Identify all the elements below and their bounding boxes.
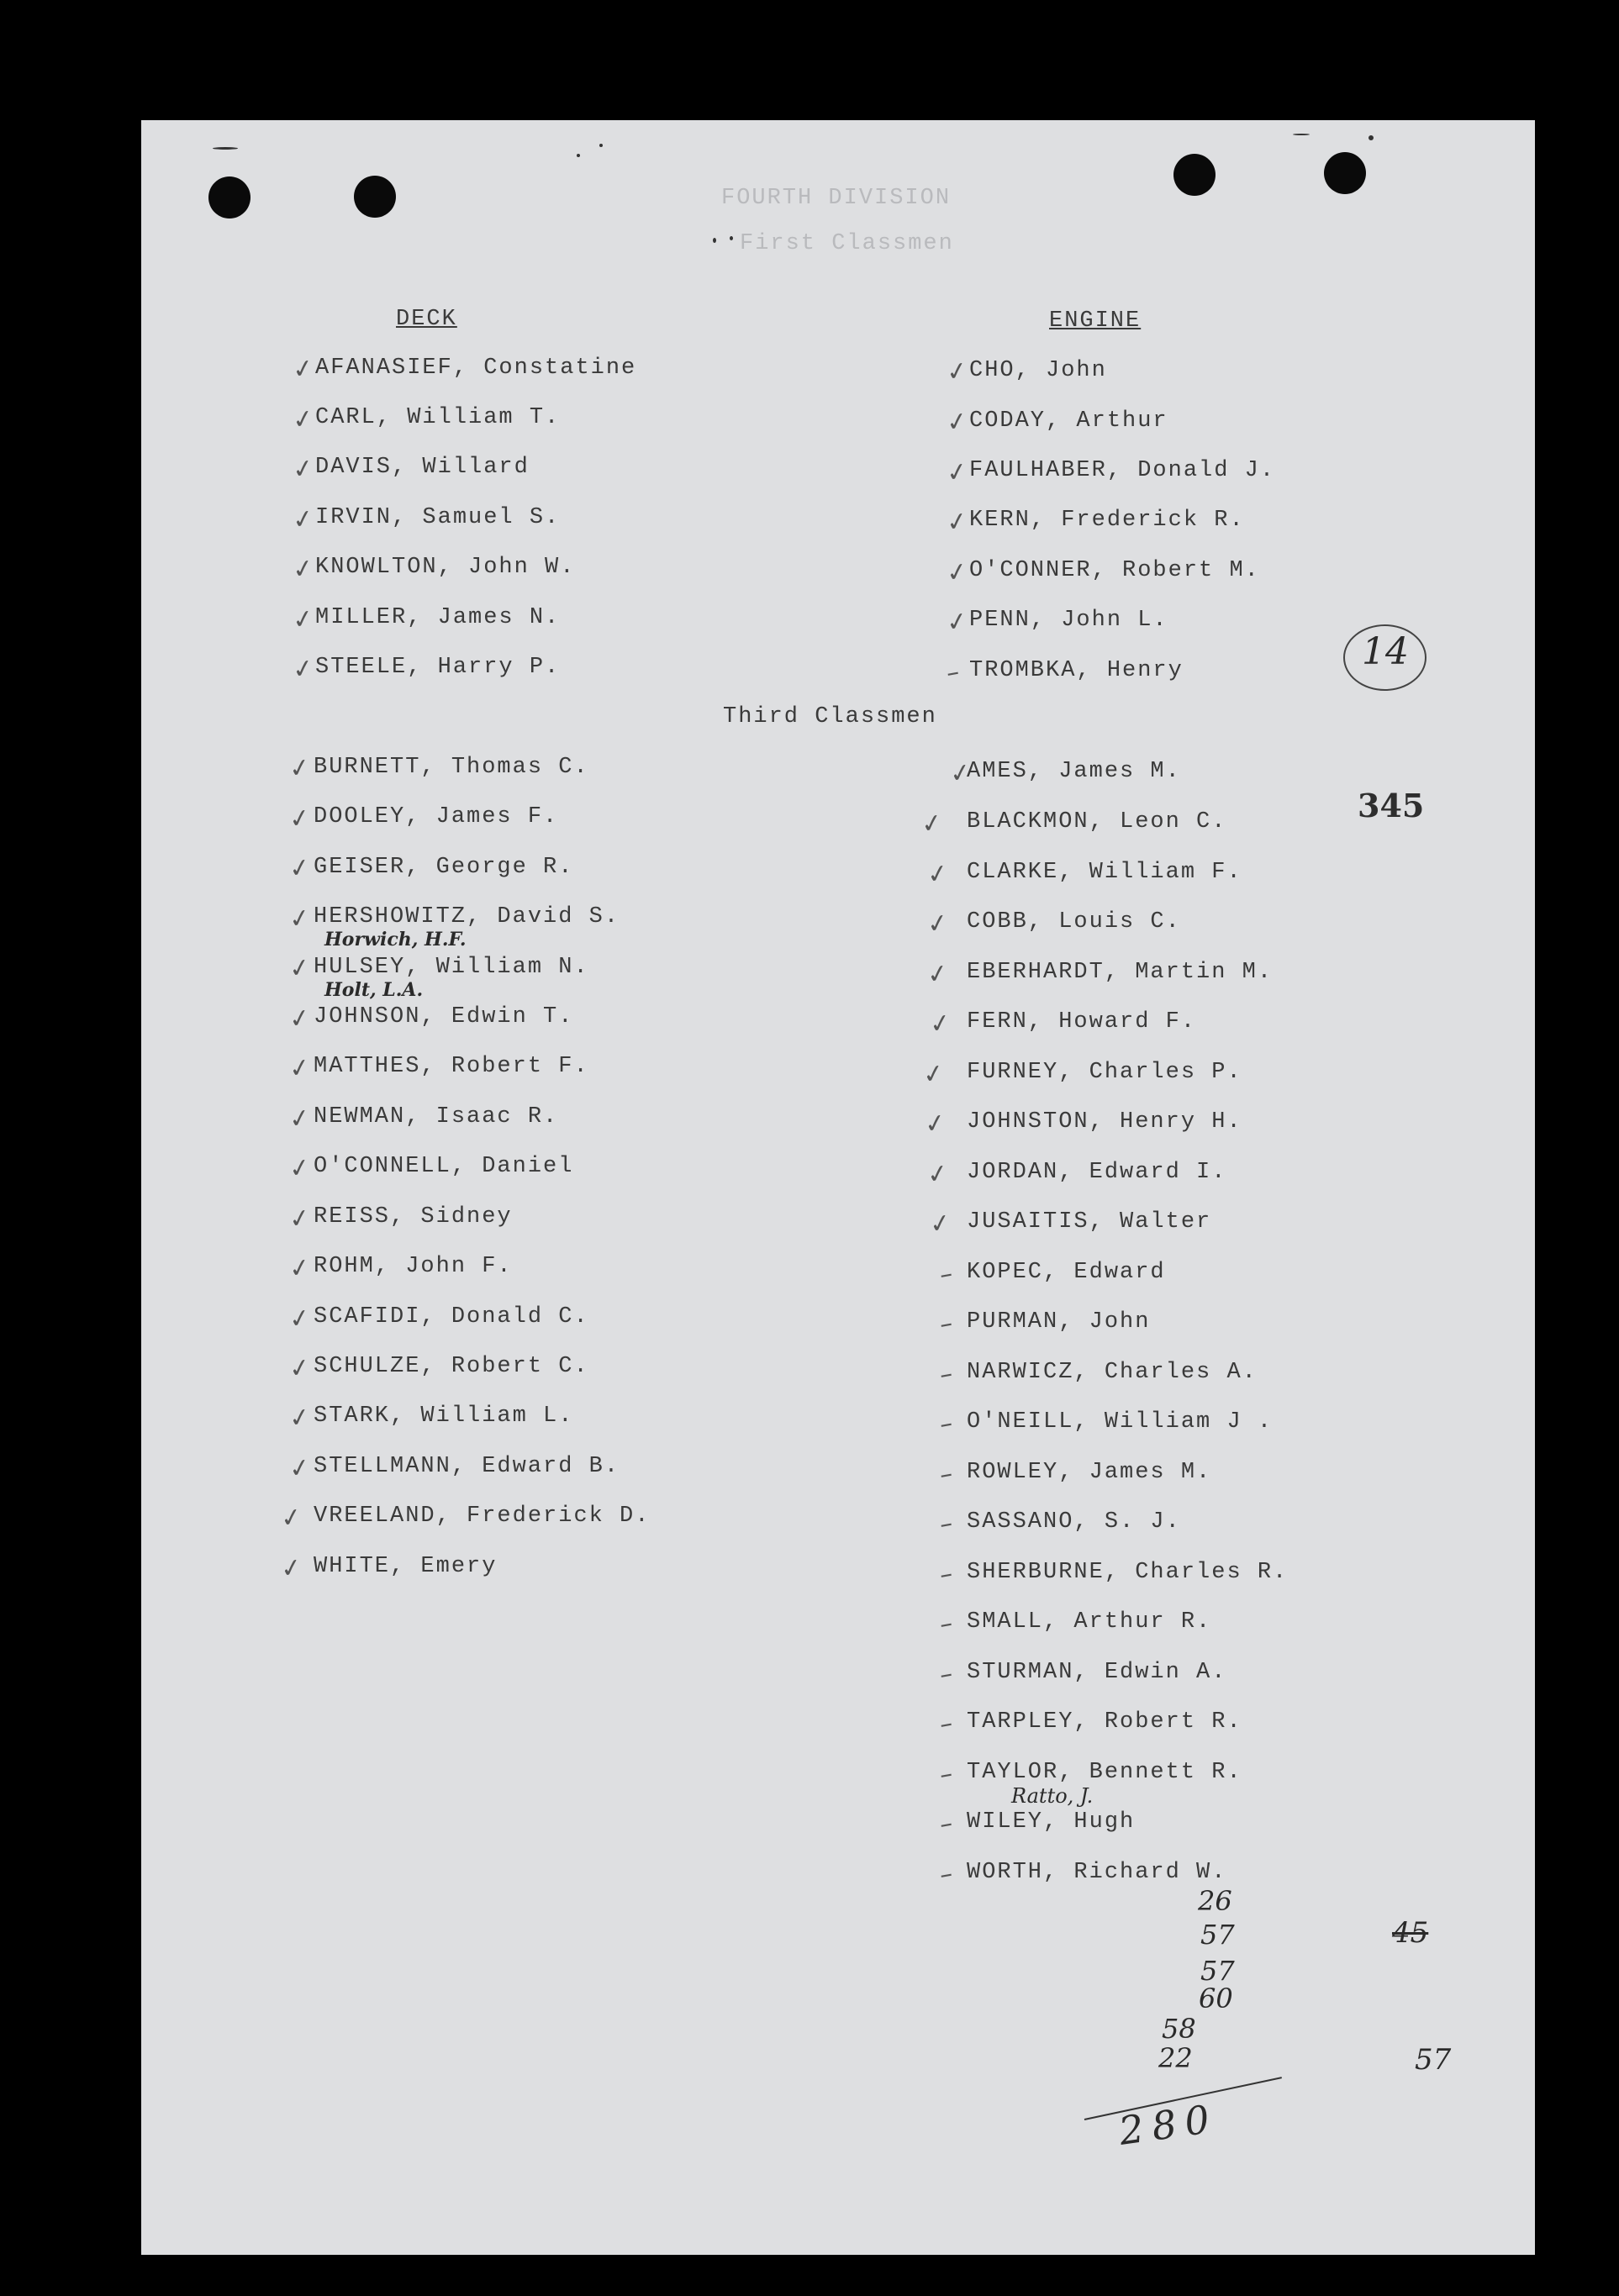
roster-name: PENN, John L. [969, 608, 1168, 633]
check-mark: ✓ [919, 808, 945, 840]
roster-name: PURMAN, John [967, 1309, 1151, 1335]
check-mark: ✓ [290, 603, 316, 636]
check-mark: ✓ [922, 1108, 948, 1140]
check-mark: ✓ [287, 1203, 313, 1235]
roster-name: CARL, William T. [315, 405, 561, 430]
check-mark: – [944, 656, 962, 689]
check-mark: ✓ [287, 1103, 313, 1135]
roster-name: CLARKE, William F. [967, 860, 1242, 885]
roster-name: KERN, Frederick R. [969, 508, 1245, 533]
roster-name: SCHULZE, Robert C. [314, 1354, 589, 1379]
punch-hole [354, 176, 396, 218]
check-mark: ✓ [944, 406, 970, 439]
roster-name: MATTHES, Robert F. [314, 1054, 589, 1079]
roster-name: CHO, John [969, 358, 1107, 383]
check-mark: ✓ [927, 1208, 953, 1240]
roster-name: O'NEILL, William J . [967, 1409, 1274, 1435]
roster-name: FURNEY, Charles P. [967, 1060, 1242, 1085]
roster-name: KNOWLTON, John W. [315, 555, 576, 580]
handwritten-insert: Ratto, J. [1011, 1784, 1094, 1808]
check-mark: ✓ [944, 355, 970, 388]
roster-name: WILEY, Hugh [967, 1809, 1136, 1835]
check-mark: ✓ [927, 1008, 953, 1040]
roster-name: NARWICZ, Charles A. [967, 1360, 1258, 1385]
check-mark: – [937, 1308, 955, 1340]
check-mark: ✓ [287, 752, 313, 785]
tally-number: 57 [1200, 1919, 1235, 1951]
margin-number: 57 [1415, 2043, 1452, 2077]
division-title: FOURTH DIVISION [721, 186, 952, 211]
check-mark: ✓ [920, 1058, 947, 1091]
roster-name: COBB, Louis C. [967, 909, 1181, 935]
check-mark: ✓ [287, 903, 313, 935]
roster-name: FERN, Howard F. [967, 1009, 1197, 1035]
roster-name: SMALL, Arthur R. [967, 1609, 1212, 1635]
check-mark: ✓ [287, 1452, 313, 1485]
roster-name: HULSEY, William N. [314, 955, 589, 980]
tally-number: 60 [1199, 1983, 1233, 2014]
roster-name: TARPLEY, Robert R. [967, 1709, 1242, 1735]
roster-name: STARK, William L. [314, 1403, 574, 1429]
roster-name: SASSANO, S. J. [967, 1509, 1181, 1535]
roster-name: STEELE, Harry P. [315, 655, 561, 680]
roster-name: SHERBURNE, Charles R. [967, 1560, 1289, 1585]
check-mark: ✓ [925, 958, 951, 991]
check-mark: – [937, 1658, 955, 1691]
ink-speck [577, 154, 580, 157]
roster-name: ROHM, John F. [314, 1254, 513, 1279]
check-mark: – [937, 1808, 955, 1840]
roster-name: O'CONNER, Robert M. [969, 558, 1260, 583]
roster-name: JOHNSON, Edwin T. [314, 1004, 574, 1030]
check-mark: ✓ [290, 353, 316, 386]
tally-number: 22 [1158, 2042, 1193, 2074]
check-mark: ✓ [290, 553, 316, 586]
roster-name: STURMAN, Edwin A. [967, 1660, 1227, 1685]
check-mark: – [937, 1358, 955, 1391]
check-mark: – [937, 1408, 955, 1440]
check-mark: ✓ [290, 453, 316, 486]
roster-name: EBERHARDT, Martin M. [967, 960, 1274, 985]
check-mark: ✓ [925, 1158, 951, 1191]
ink-speck [599, 144, 603, 147]
check-mark: – [937, 1508, 955, 1540]
ink-speck [1369, 135, 1374, 140]
check-mark: ✓ [925, 858, 951, 891]
roster-name: STELLMANN, Edward B. [314, 1454, 620, 1479]
page-stamp: 345 [1358, 787, 1425, 824]
check-mark: ✓ [944, 556, 970, 589]
check-mark: – [937, 1758, 955, 1791]
roster-name: TROMBKA, Henry [969, 658, 1184, 683]
roster-name: BLACKMON, Leon C. [967, 809, 1227, 835]
check-mark: ✓ [287, 1252, 313, 1285]
ink-speck [713, 238, 716, 243]
check-mark: – [937, 1608, 955, 1640]
roster-name: DOOLEY, James F. [314, 804, 559, 829]
check-mark: – [937, 1558, 955, 1591]
roster-name: WORTH, Richard W. [967, 1860, 1227, 1885]
circled-number-text: 14 [1362, 630, 1409, 673]
roster-name: AMES, James M. [967, 759, 1181, 784]
tally-number: 26 [1198, 1885, 1232, 1917]
check-mark: ✓ [290, 653, 316, 686]
roster-name: IRVIN, Samuel S. [315, 505, 561, 530]
roster-name: KOPEC, Edward [967, 1260, 1166, 1285]
check-mark: ✓ [287, 1352, 313, 1385]
third-classmen-heading: Third Classmen [723, 704, 937, 729]
check-mark: ✓ [278, 1502, 304, 1535]
check-mark: ✓ [290, 503, 316, 536]
roster-name: BURNETT, Thomas C. [314, 755, 589, 780]
roster-name: DAVIS, Willard [315, 455, 530, 480]
roster-name: REISS, Sidney [314, 1204, 513, 1230]
tally-number: 57 [1200, 1955, 1235, 1987]
check-mark: ✓ [944, 606, 970, 639]
check-mark: – [937, 1708, 955, 1740]
roster-name: VREELAND, Frederick D. [314, 1503, 651, 1529]
ink-speck [730, 236, 733, 240]
check-mark: ✓ [287, 1152, 313, 1185]
check-mark: ✓ [944, 506, 970, 539]
check-mark: ✓ [287, 1003, 313, 1035]
document-page [141, 120, 1535, 2255]
check-mark: ✓ [925, 908, 951, 940]
check-mark: – [937, 1258, 955, 1291]
ink-speck [213, 147, 238, 150]
check-mark: ✓ [287, 1303, 313, 1335]
handwritten-insert: Holt, L.A. [324, 979, 424, 1001]
roster-name: GEISER, George R. [314, 855, 574, 880]
punch-hole [1324, 152, 1366, 194]
check-mark: ✓ [287, 1402, 313, 1435]
margin-number: 45 [1392, 1916, 1429, 1950]
roster-name: MILLER, James N. [315, 605, 561, 630]
check-mark: ✓ [290, 403, 316, 436]
check-mark: ✓ [947, 757, 973, 790]
check-mark: ✓ [944, 456, 970, 489]
handwritten-insert: Horwich, H.F. [324, 929, 467, 951]
punch-hole [1173, 154, 1216, 196]
roster-name: NEWMAN, Isaac R. [314, 1104, 559, 1130]
tally-number: 58 [1162, 2013, 1196, 2045]
roster-name: HERSHOWITZ, David S. [314, 904, 620, 929]
check-mark: ✓ [287, 803, 313, 835]
engine-column-header: ENGINE [1049, 308, 1142, 334]
check-mark: – [937, 1858, 955, 1891]
roster-name: O'CONNELL, Daniel [314, 1154, 574, 1179]
roster-name: TAYLOR, Bennett R. [967, 1760, 1242, 1785]
ink-speck [1293, 134, 1310, 135]
first-classmen-heading: First Classmen [740, 231, 954, 256]
roster-name: ROWLEY, James M. [967, 1460, 1212, 1485]
deck-column-header: DECK [396, 307, 457, 332]
roster-name: CODAY, Arthur [969, 408, 1168, 434]
roster-name: FAULHABER, Donald J. [969, 458, 1276, 483]
check-mark: – [937, 1458, 955, 1491]
check-mark: ✓ [278, 1552, 304, 1585]
check-mark: ✓ [287, 852, 313, 885]
roster-name: SCAFIDI, Donald C. [314, 1304, 589, 1330]
check-mark: ✓ [287, 952, 313, 985]
roster-name: AFANASIEF, Constatine [315, 355, 637, 381]
roster-name: JOHNSTON, Henry H. [967, 1109, 1242, 1135]
roster-name: JUSAITIS, Walter [967, 1209, 1212, 1235]
check-mark: ✓ [287, 1052, 313, 1085]
tally-total: 280 [1115, 2095, 1221, 2154]
roster-name: JORDAN, Edward I. [967, 1160, 1227, 1185]
roster-name: WHITE, Emery [314, 1554, 498, 1579]
punch-hole [208, 176, 250, 219]
